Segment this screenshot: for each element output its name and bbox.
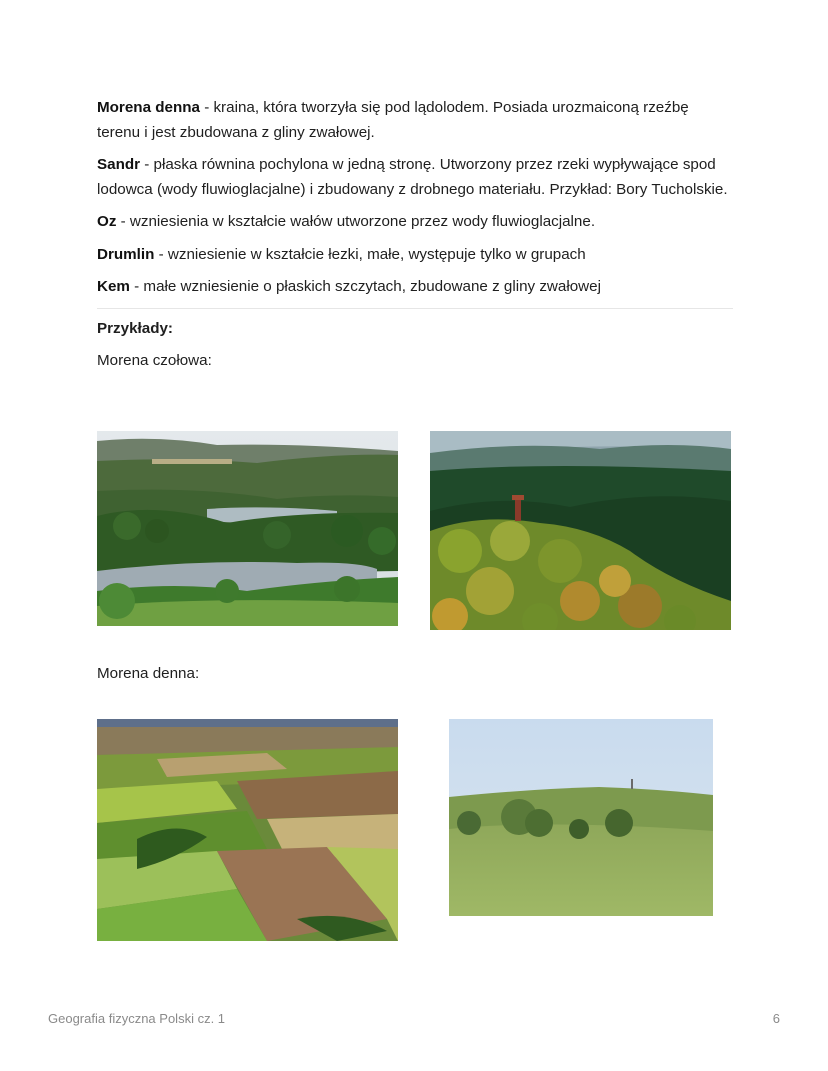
page-number: 6 xyxy=(772,1011,780,1026)
definition-text: - małe wzniesienie o płaskich szczytach, zbudowane z gliny zwałowej xyxy=(129,278,601,295)
examples-heading: Przykłady: xyxy=(97,319,173,337)
photo-morena-denna-fields xyxy=(97,719,398,941)
footer-title: Geografia fizyczna Polski cz. 1 xyxy=(48,1011,226,1026)
definition-term: Drumlin xyxy=(97,245,155,263)
definition-drumlin xyxy=(97,243,733,268)
definition-term: Kem xyxy=(97,278,130,295)
definition-text: - płaska równina pochylona w jedną stronę. Utworzony przez rzeki wypływające spod lodowca (wody fluwioglacjalne) i zbudowany z drobnego materiału. Przykład: Bory Tucholskie. xyxy=(97,156,728,198)
definition-text: - kraina, która tworzyła się pod lądolodem. Posiada urozmaiconą rzeźbę terenu i jest zbudowana z gliny zwałowej. xyxy=(97,99,689,141)
definition-term: Morena denna xyxy=(97,99,200,116)
definition-morena-denna xyxy=(97,96,733,145)
definition-term: Sandr xyxy=(97,156,141,173)
photo-morena-czolowa-forest xyxy=(430,431,731,630)
photo-morena-denna-hill xyxy=(449,719,713,916)
definition-sandr xyxy=(97,153,733,202)
divider xyxy=(97,308,733,309)
photo-morena-czolowa-lake xyxy=(97,431,398,626)
definition-oz xyxy=(97,210,733,235)
section-label-morena-czolowa: Morena czołowa: xyxy=(97,351,212,369)
definition-text: - wzniesienie w kształcie łezki, małe, występuje tylko w grupach xyxy=(154,245,586,263)
definition-kem xyxy=(97,275,733,300)
definition-term: Oz xyxy=(97,213,117,230)
page-content xyxy=(97,96,733,373)
section-label-morena-denna: Morena denna: xyxy=(97,665,200,682)
definition-text: - wzniesienia w kształcie wałów utworzone przez wody fluwioglacjalne. xyxy=(116,213,596,230)
